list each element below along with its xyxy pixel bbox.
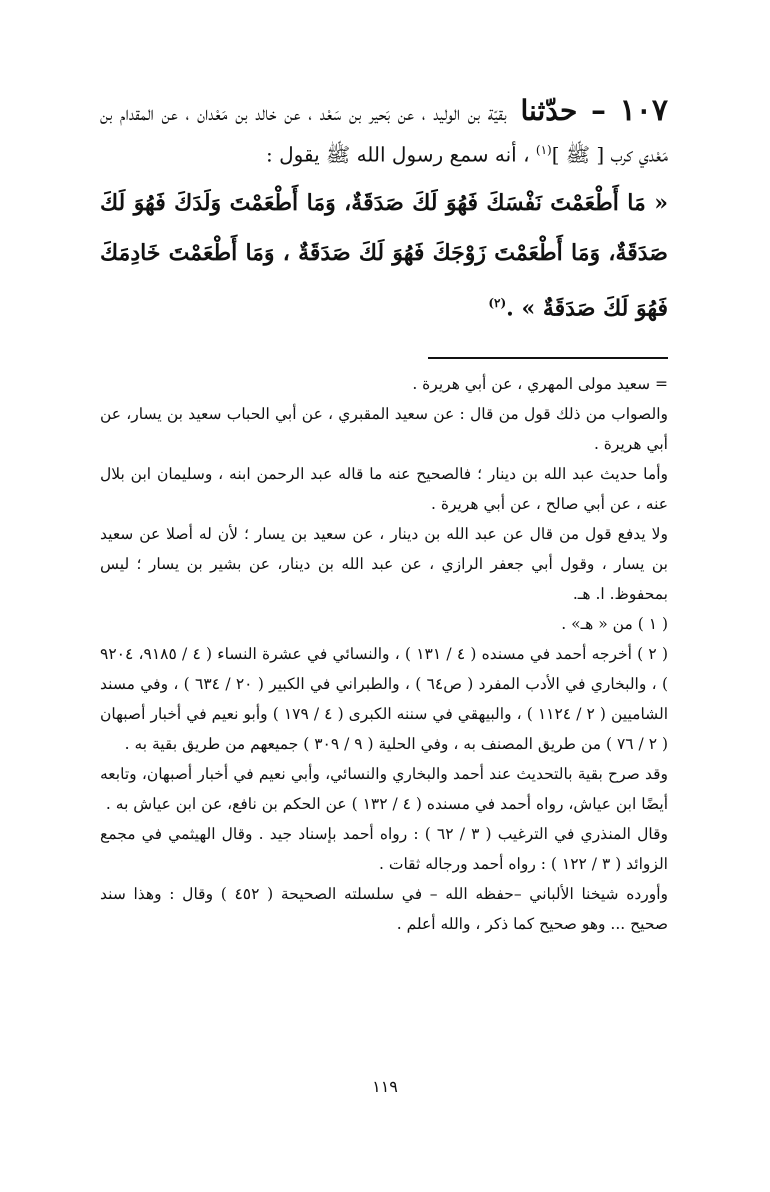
- footnote-continuation-line: والصواب من ذلك قول من قال : عن سعيد المقبري ، عن أبي الحباب سعيد بن يسار، عن أبي هريرة .: [100, 404, 668, 453]
- hadith-intro: [100, 92, 668, 174]
- hadith-number: ١٠٧: [619, 93, 668, 128]
- footnote-2-paragraph: وأورده شيخنا الألباني –حفظه الله – في سلسلته الصحيحة ( ٤٥٢ ) وقال : وهذا سند صحيح ... وهو صحيح كما ذكر ، والله أعلم .: [100, 884, 668, 933]
- hadith-isnad-end: ، أنه سمع رسول الله ﷺ يقول :: [266, 142, 530, 167]
- footnote-1: ( ١ ) من « هـ» .: [561, 614, 668, 633]
- footnote-2-marker: (٢): [488, 295, 507, 310]
- footnotes: [100, 369, 668, 939]
- footnote-1-marker: (١): [535, 143, 552, 157]
- hadith-isnad: بقيّة بن الوليد ، عن بَحير بن سَعْد ، عن خالد بن مَعْدان ، عن المقدام بن مَعْدي كرب [ ﷺ ]: [100, 101, 668, 167]
- footnote-continuation-line: وأما حديث عبد الله بن دينار ؛ فالصحيح عنه ما قاله عبد الرحمن ابنه ، وسليمان ابن بلال عنه ، عن أبي صالح ، عن أبي هريرة .: [100, 464, 668, 513]
- footnote-continuation-line: ولا يدفع قول من قال عن عبد الله بن دينار ، عن سعيد بن يسار ؛ لأن له أصلا عن سعيد بن يسار ، وقول أبي جعفر الرازي ، عن عبد الله بن دينار، عن بشير بن يسار ؛ ليس بمحفوظ. ا. هـ.: [100, 524, 668, 603]
- hadith-matn: [100, 178, 668, 333]
- page-number: ١١٩: [372, 1077, 398, 1096]
- footnote-divider: [428, 357, 668, 359]
- hadith-text: « مَا أَطْعَمْتَ نَفْسَكَ فَهُوَ لَكَ صَدَقَةٌ، وَمَا أَطْعَمْتَ وَلَدَكَ فَهُوَ لَكَ صَدَقَةٌ، وَمَا أَطْعَمْتَ زَوْجَكَ فَهُوَ لَكَ صَدَقَةٌ ، وَمَا أَطْعَمْتَ خَادِمَكَ فَهُوَ لَكَ صَدَقَةٌ » .: [100, 189, 668, 321]
- document-page: [100, 92, 668, 939]
- footnote-continuation-line: = سعيد مولى المهري ، عن أبي هريرة .: [412, 374, 668, 393]
- hadith-dash: –: [590, 93, 606, 128]
- footnote-2-paragraph: وقال المنذري في الترغيب ( ٣ / ٦٢ ) : رواه أحمد بإسناد جيد . وقال الهيثمي في مجمع الزوائد ( ٣ / ١٢٢ ) : رواه أحمد ورجاله ثقات .: [100, 824, 668, 873]
- hadith-heading-word: حدّثنا: [520, 94, 578, 127]
- footnote-2-paragraph: ( ٢ ) أخرجه أحمد في مسنده ( ٤ / ١٣١ ) ، والنسائي في عشرة النساء ( ٤ / ٩١٨٥، ٩٢٠٤ ) ، والبخاري في الأدب المفرد ( ص٦٤ ) ، والطبراني في الكبير ( ٢٠ / ٦٣٤ ) ، وفي مسند الشاميين ( ٢ / ١١٢٤ ) ، والبيهقي في سننه الكبرى ( ٤ / ١٧٩ ) وأبو نعيم في أخبار أصبهان ( ٢ / ٧٦ ) من طريق المصنف به ، وفي الحلية ( ٩ / ٣٠٩ ) جميعهم من طريق بقية به .: [100, 644, 669, 753]
- footnote-2-paragraph: وقد صرح بقية بالتحديث عند أحمد والبخاري والنسائي، وأبي نعيم في أخبار أصبهان، وتابعه أيضًا ابن عياش، رواه أحمد في مسنده ( ٤ / ١٣٢ ) عن الحكم بن نافع، عن ابن عياش به .: [100, 764, 668, 813]
